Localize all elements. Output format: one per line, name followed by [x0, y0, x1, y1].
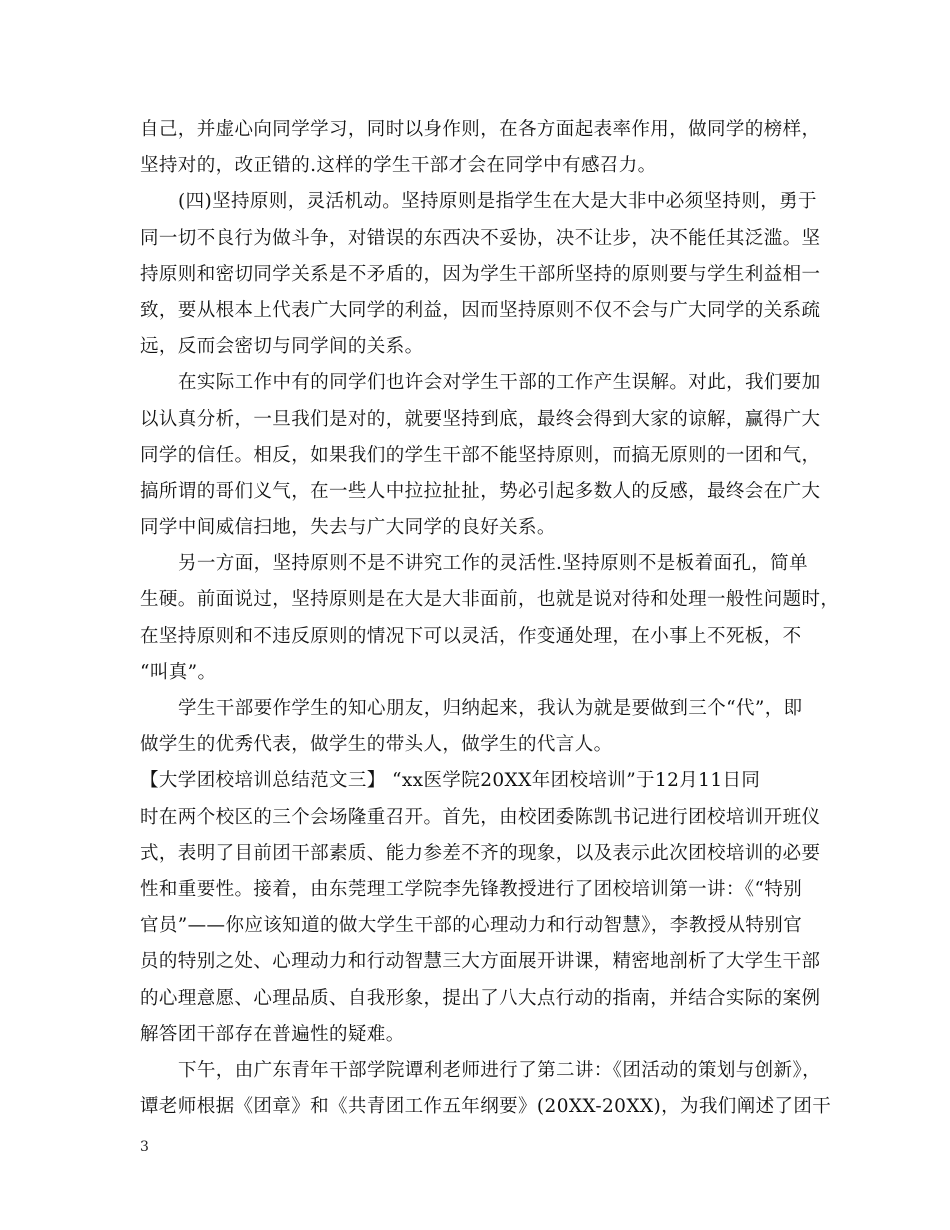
text-line: 另一方面，坚持原则不是不讲究工作的灵活性.坚持原则不是板着面孔，简单 — [178, 553, 808, 575]
text-line: 下午，由广东青年干部学院谭利老师进行了第二讲：《团活动的策划与创新》， — [178, 1059, 822, 1081]
page-number: 3 — [140, 1139, 149, 1155]
text-line: 【大学团校培训总结范文三】 “xx医学院20XX年团校培训”于12月11日同 — [140, 770, 761, 792]
text-line: 式，表明了目前团干部素质、能力参差不齐的现象，以及表示此次团校培训的必要 — [140, 842, 821, 864]
text-line: 生硬。前面说过，坚持原则是在大是大非面前，也就是说对待和处理一般性问题时， — [140, 589, 840, 611]
text-line: 在坚持原则和不违反原则的情况下可以灵活，作变通处理，在小事上不死板，不 — [140, 625, 802, 647]
text-line: 官员”——你应该知道的做大学生干部的心理动力和行动智慧》，李教授从特别官 — [140, 915, 803, 937]
text-line: 谭老师根据《团章》和《共青团工作五年纲要》(20XX-20XX)，为我们阐述了团干 — [140, 1096, 832, 1118]
text-line: 同一切不良行为做斗争，对错误的东西决不妥协，决不让步，决不能任其泛滥。坚 — [140, 227, 821, 249]
text-line: 同学的信任。相反，如果我们的学生干部不能坚持原则，而搞无原则的一团和气， — [140, 444, 821, 466]
document-body — [140, 112, 840, 1125]
text-line: 的心理意愿、心理品质、自我形象，提出了八大点行动的指南，并结合实际的案例 — [140, 987, 821, 1009]
text-line: 远，反而会密切与同学间的关系。 — [140, 336, 424, 358]
text-line: “叫真”。 — [140, 661, 217, 683]
text-line: 在实际工作中有的同学们也许会对学生干部的工作产生误解。对此，我们要加 — [178, 372, 821, 394]
text-line: 以认真分析，一旦我们是对的，就要坚持到底，最终会得到大家的谅解，赢得广大 — [140, 408, 821, 430]
text-line: 员的特别之处、心理动力和行动智慧三大方面展开讲课，精密地剖析了大学生干部 — [140, 951, 821, 973]
text-line: 学生干部要作学生的知心朋友，归纳起来，我认为就是要做到三个“代”，即 — [178, 698, 803, 719]
text-line: 时在两个校区的三个会场隆重召开。首先，由校团委陈凯书记进行团校培训开班仪 — [140, 806, 821, 828]
text-line: 同学中间威信扫地，失去与广大同学的良好关系。 — [140, 517, 556, 539]
text-line: 搞所谓的哥们义气，在一些人中拉拉扯扯，势必引起多数人的反感，最终会在广大 — [140, 480, 821, 502]
text-line: (四)坚持原则，灵活机动。坚持原则是指学生在大是大非中必须坚持则，勇于 — [178, 191, 817, 213]
text-line: 解答团干部存在普遍性的疑难。 — [140, 1023, 405, 1045]
text-line: 性和重要性。接着，由东莞理工学院李先锋教授进行了团校培训第一讲：《“特别 — [140, 878, 803, 900]
text-line: 做学生的优秀代表，做学生的带头人，做学生的代言人。 — [140, 734, 613, 756]
text-line: 自己，并虚心向同学学习，同时以身作则，在各方面起表率作用，做同学的榜样， — [140, 119, 821, 140]
text-line: 持原则和密切同学关系是不矛盾的，因为学生干部所坚持的原则要与学生利益相一 — [140, 263, 821, 285]
text-line: 致，要从根本上代表广大同学的利益，因而坚持原则不仅不会与广大同学的关系疏 — [140, 299, 821, 321]
text-line: 坚持对的，改正错的.这样的学生干部才会在同学中有感召力。 — [140, 155, 657, 177]
